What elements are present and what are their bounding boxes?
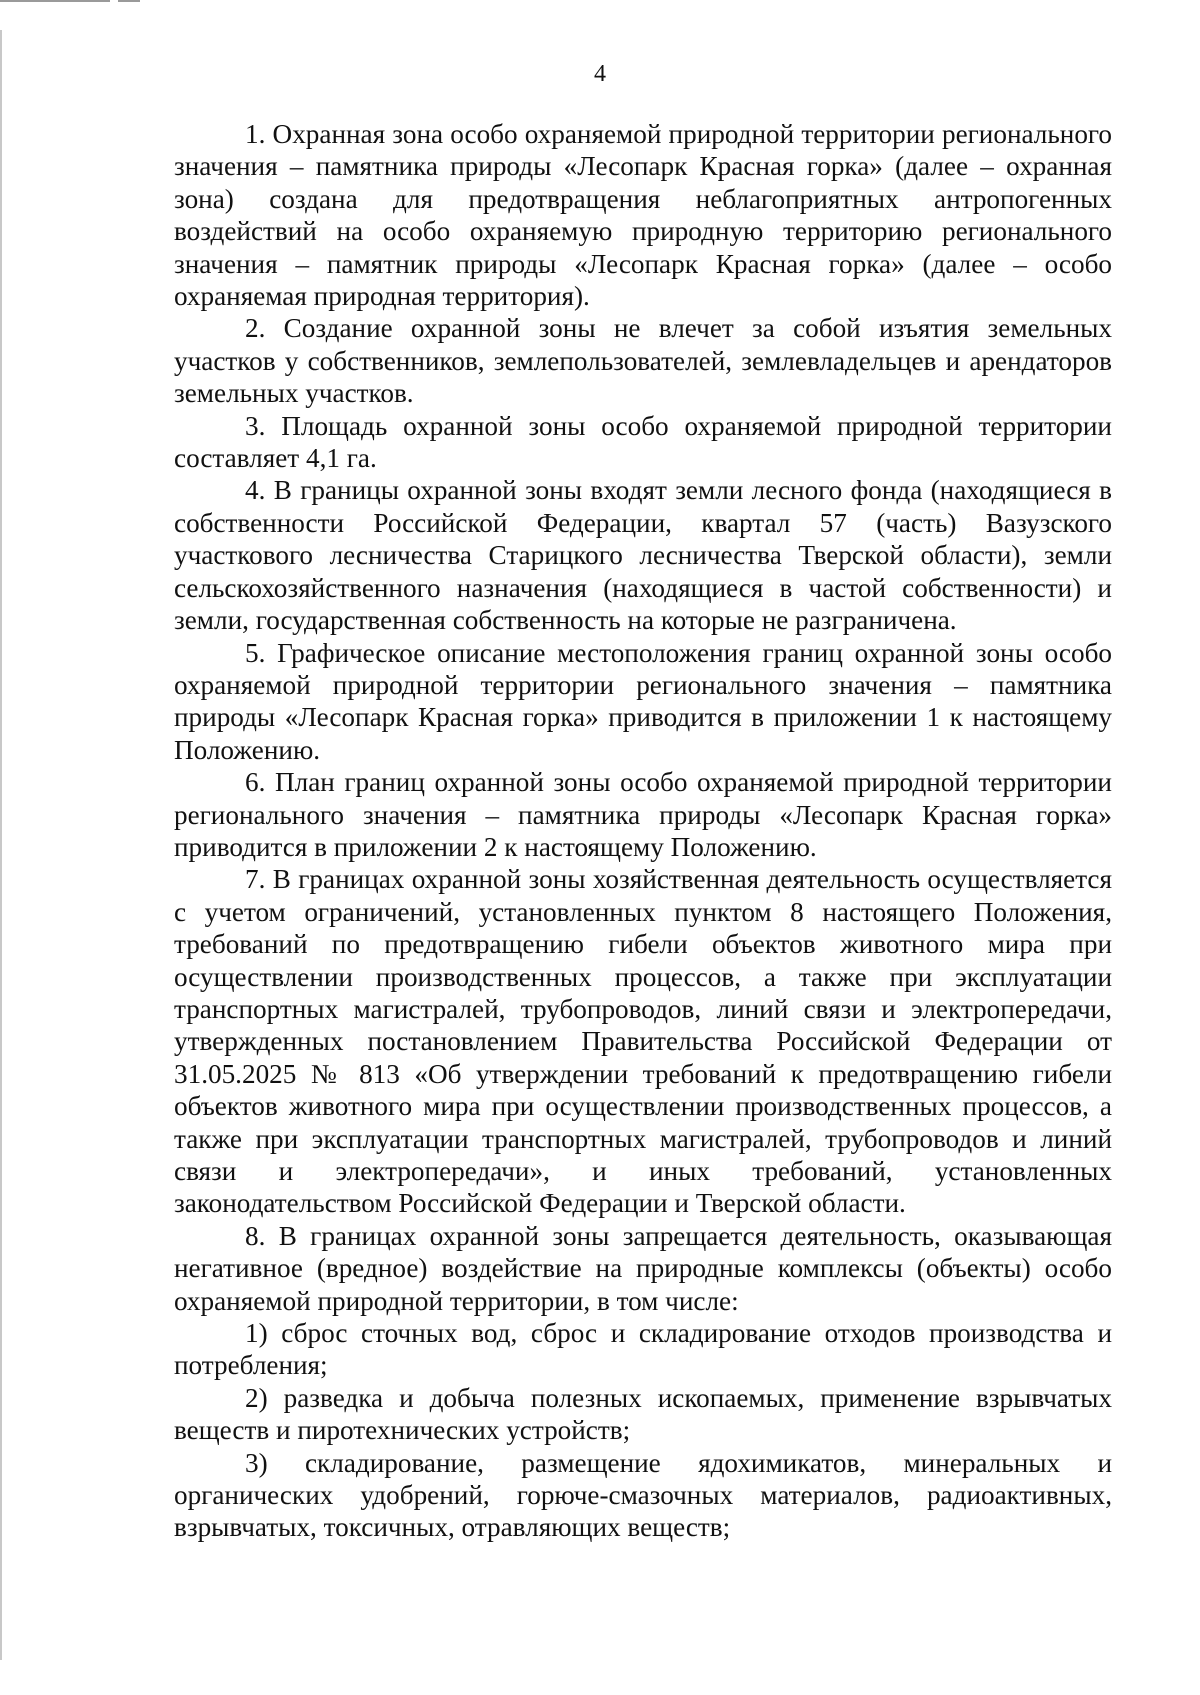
paragraph-subitem-3: 3) складирование, размещение ядохимикатов, минеральных и органических удобрений, горюче-смазочных материалов, радиоактивных, взрывчатых, токсичных, отравляющих веществ;	[174, 1447, 1112, 1543]
paragraph-clause-1: 1. Охранная зона особо охраняемой природной территории регионального значения – памятника природы «Лесопарк Красная горка» (далее – охранная зона) создана для предотвращения неблагоприятных антропогенных воздействий на особо охраняемую природную территорию регионального значения – памятник природы «Лесопарк Красная горка» (далее – особо охраняемая природная территория).	[174, 119, 1112, 312]
paragraph-clause-5: 5. Графическое описание местоположения границ охранной зоны особо охраняемой природной территории регионального значения – памятника природы «Лесопарк Красная горка» приводится в приложении 1 к настоящему Положению.	[174, 637, 1112, 765]
paragraph-subitem-1: 1) сброс сточных вод, сброс и складирование отходов производства и потребления;	[174, 1318, 1112, 1381]
scan-edge-mark	[118, 0, 140, 2]
paragraph-clause-8: 8. В границах охранной зоны запрещается деятельность, оказывающая негативное (вредное) воздействие на природные комплексы (объекты) особо охраняемой природной территории, в том числе:	[174, 1220, 1112, 1316]
scan-edge-mark	[0, 0, 110, 2]
paragraph-subitem-2: 2) разведка и добыча полезных ископаемых, применение взрывчатых веществ и пиротехнических устройств;	[174, 1382, 1112, 1446]
document-body	[174, 118, 1112, 1544]
paragraph-clause-2: 2. Создание охранной зоны не влечет за собой изъятия земельных участков у собственников, землепользователей, землевладельцев и арендаторов земельных участков.	[174, 313, 1112, 409]
paragraph-clause-7: 7. В границах охранной зоны хозяйственная деятельность осуществляется с учетом ограничений, установленных пунктом 8 настоящего Положения, требований по предотвращению гибели объектов животного мира при осуществлении производственных процессов, а также при эксплуатации транспортных магистралей, трубопроводов, линий связи и электропередачи, утвержденных постановлением Правительства Российской Федерации от 31.05.2025 № 813 «Об утверждении требований к предотвращению гибели объектов животного мира при осуществлении производственных процессов, а также при эксплуатации транспортных магистралей, трубопроводов и линий связи и электропередачи», и иных требований, установленных законодательством Российской Федерации и Тверской области.	[174, 864, 1112, 1219]
paragraph-clause-4: 4. В границы охранной зоны входят земли лесного фонда (находящиеся в собственности Российской Федерации, квартал 57 (часть) Вазузского участкового лесничества Старицкого лесничества Тверской области), земли сельскохозяйственного назначения (находящиеся в частой собственности) и земли, государственная собственность на которые не разграничена.	[174, 475, 1112, 636]
paragraph-clause-3: 3. Площадь охранной зоны особо охраняемой природной территории составляет 4,1 га.	[174, 410, 1112, 474]
paragraph-clause-6: 6. План границ охранной зоны особо охраняемой природной территории регионального значения – памятника природы «Лесопарк Красная горка» приводится в приложении 2 к настоящему Положению.	[174, 767, 1112, 862]
scan-left-edge	[0, 30, 2, 1660]
page-number: 4	[594, 61, 606, 87]
